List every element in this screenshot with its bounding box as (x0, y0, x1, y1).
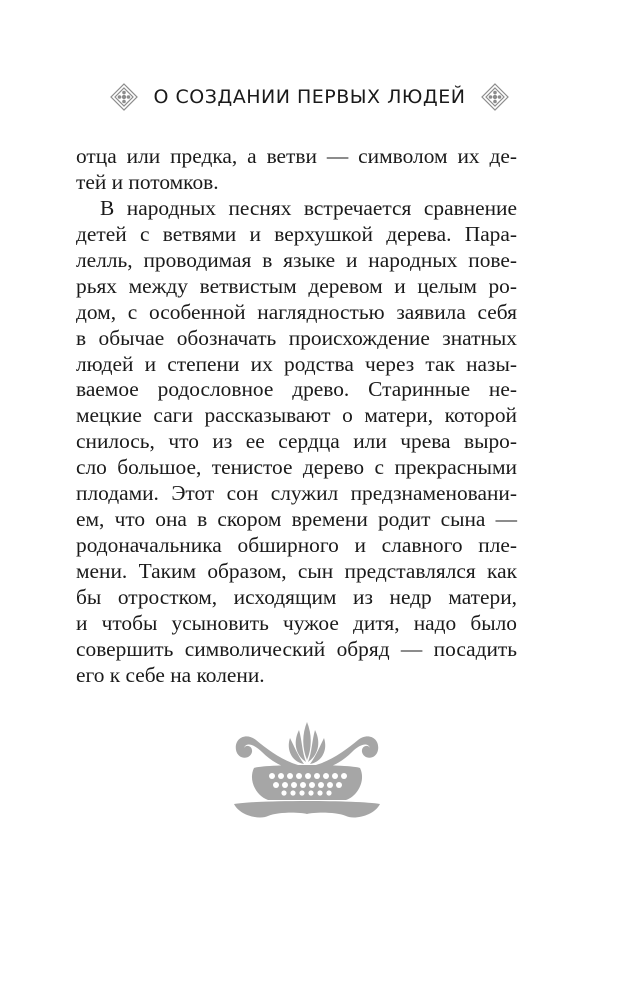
fountain-ornament-icon (226, 720, 388, 824)
text-line: и чтобы усыновить чужое дитя, надо было (76, 610, 517, 635)
body-text (76, 144, 517, 689)
text-line: совершить символический обряд — посадить (76, 636, 517, 661)
text-line: людей и степени их родства через так назы- (76, 351, 517, 376)
text-line: рьях между ветвистым деревом и целым ро- (76, 273, 517, 298)
paragraph (76, 144, 517, 196)
text-line: тей и потомков. (76, 169, 219, 194)
text-line: бы отростком, исходящим из недр матери, (76, 584, 517, 609)
text-line: ваемое родословное древо. Старинные не- (76, 377, 517, 402)
text-line: ем, что она в скором времени родит сына — (76, 507, 517, 532)
diamond-rosette-icon (481, 83, 509, 111)
text-line: лелль, проводимая в языке и народных пове- (76, 247, 517, 272)
paragraph (76, 196, 517, 689)
text-line: мецкие саги рассказывают о матери, которой (76, 403, 517, 428)
text-line: плодами. Этот сон служил предзнаменовани- (76, 481, 517, 506)
running-header (0, 82, 619, 112)
text-line: отца или предка, а ветви — символом их де- (76, 144, 517, 168)
text-line: снилось, что из ее сердца или чрева выро- (76, 429, 517, 454)
diamond-rosette-icon (110, 83, 138, 111)
text-line: его к себе на колени. (76, 662, 265, 687)
text-line: в обычае обозначать происхождение знатных (76, 325, 517, 350)
text-line: мени. Таким образом, сын представлялся как (76, 559, 517, 583)
text-line: детей с ветвями и верхушкой дерева. Пара- (76, 221, 517, 246)
text-line: дом, с особенной наглядностью заявила себя (76, 299, 517, 324)
text-line: родоначальника обширного и славного пле- (76, 533, 517, 558)
text-line: В народных песнях встречается сравнение (100, 195, 517, 220)
running-title: О СОЗДАНИИ ПЕРВЫХ ЛЮДЕЙ (153, 86, 466, 108)
text-line: сло большое, тенистое дерево с прекрасными (76, 455, 517, 480)
